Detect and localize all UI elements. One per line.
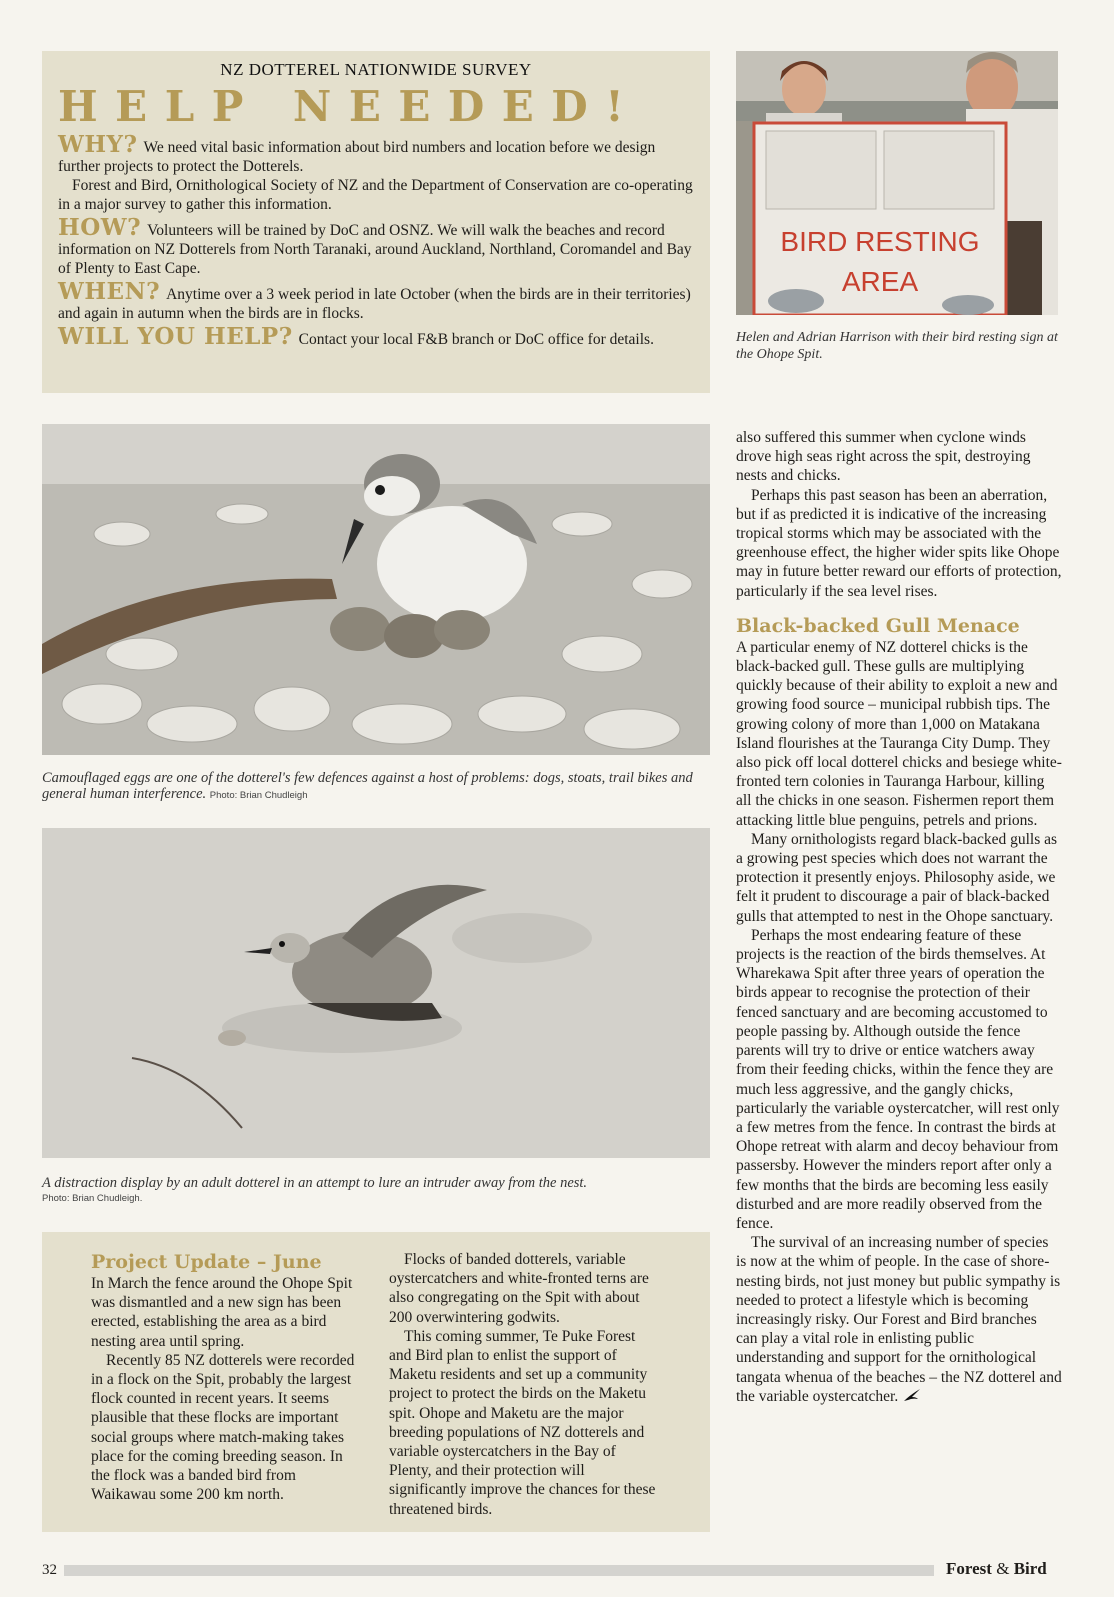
gull-heading: Black-backed Gull Menace [736,614,1020,637]
sign-line-2: AREA [841,266,919,297]
why-label: WHY? [58,131,138,158]
update-paragraph-3: Flocks of banded dotterels, variable oystercatchers and white-fronted terns are also congregating on the Spit with about 200 overwintering godwits. [389,1251,649,1326]
when-text: Anytime over a 3 week period in late October (when the birds are in their territories) and again in autumn when the birds are in flocks. [58,286,691,322]
sign-line-1: BIRD RESTING [780,226,980,257]
update-paragraph-2: Recently 85 NZ dotterels were recorded in a flock on the Spit, probably the largest flock counted in recent years. It seems plausible that these flocks are important social groups where match-making takes place for the coming breeding season. In the flock was a banded bird from Waikawau some 200 km north. [91,1351,355,1504]
article-paragraph-2: Perhaps this past season has been an aberration, but if as predicted it is indicative of the increasing tropical storms which may be associated with the greenhouse effect, the higher wider spits like Ohope may in future better reward our efforts of protection, particularly if the sea level rises. [736,486,1062,600]
article-paragraph-5: Perhaps the most endearing feature of these projects is the reaction of the birds themselves. At Wharekawa Spit after three years of operation the birds appear to recognise the protection of their fenced sanctuary and are becoming accustomed to people passing by. Although outside the fence parents will try to drive or entice watchers away from their feeding chicks, within the fence they are much less aggressive, and the gangly chicks, particularly the variable oystercatcher, will rest only a few metres from the fence. In contrast the birds at Ohope retreat with alarm and decoy behaviour from passersby. However the minders report after only a few months that the birds are becoming less easily disturbed and are more readily observed from the fence. [736,926,1060,1232]
display-caption-text: A distraction display by an adult dotterel in an attempt to lure an intruder away from the nest. [42,1175,588,1191]
help-label: WILL YOU HELP? [58,323,293,350]
article-column [736,428,1062,1406]
eggs-caption-text: Camouflaged eggs are one of the dotterel's few defences against a host of problems: dogs, stoats, trail bikes and general human interference. [42,770,693,802]
footer-brand [946,1559,1047,1579]
how-label: HOW? [58,214,142,241]
display-caption [42,1175,722,1207]
article-paragraph-3: A particular enemy of NZ dotterel chicks is the black-backed gull. These gulls are multiplying quickly because of their ability to exploit a new and growing food source – municipal rubbish tips. The growing colony of more than 1,000 on Matakana Island flourishes at the Tauranga City Dump. They also pick off local dotterel chicks and besiege white-fronted tern colonies in Tauranga Harbour, killing all the chicks in one season. Fishermen report them attacking little blue penguins, petrels and prions. [736,638,1062,829]
display-photo-image [42,828,710,1158]
eggs-photo-credit: Photo: Brian Chudleigh [209,790,308,801]
article-paragraph-4: Many ornithologists regard black-backed gulls as a growing pest species which does not warrant the protection it presently enjoys. Philosophy aside, we felt it prudent to discourage a pair of black-backed gulls that attempted to nest in the Ohope sanctuary. [736,830,1058,925]
eggs-photo-image [42,424,710,755]
survey-when [58,278,694,323]
brand-bird: Bird [1013,1559,1047,1578]
display-photo [42,828,710,1158]
when-label: WHEN? [58,278,161,305]
page-number: 32 [42,1562,57,1578]
footer-rule [64,1565,934,1576]
brand-ampersand: & [996,1559,1010,1578]
article-paragraph-1: also suffered this summer when cyclone winds drove high seas right across the spit, destroying nests and chicks. [736,429,1031,485]
how-text: Volunteers will be trained by DoC and OSNZ. We will walk the beaches and record information on NZ Dotterels from North Taranaki, around Auckland, Northland, Coromandel and Bay of Plenty to East Cape. [58,222,692,277]
brand-forest: Forest [946,1559,992,1578]
update-paragraph-1: In March the fence around the Ohope Spit was dismantled and a new sign has been erected, establishing the area as a bird nesting area until spring. [91,1275,353,1350]
survey-help [58,323,694,350]
eggs-photo [42,424,710,755]
update-column-1 [91,1250,363,1504]
eggs-caption [42,770,722,804]
update-column-2 [389,1250,661,1519]
update-paragraph-4: This coming summer, Te Puke Forest and Bird plan to enlist the support of Maketu residents and set up a community project to protect the birds on the Maketu spit. Ohope and Maketu are the major breeding populations of NZ dotterels and variable oystercatchers in the Bay of Plenty, and their protection will significantly improve the chances for these threatened birds. [389,1327,656,1518]
harrison-caption: Helen and Adrian Harrison with their bird resting sign at the Ohope Spit. [736,330,1058,362]
article-paragraph-6 [736,1233,1062,1406]
help-text: Contact your local F&B branch or DoC office for details. [298,331,654,348]
survey-title: NZ DOTTEREL NATIONWIDE SURVEY [220,60,532,79]
display-photo-credit: Photo: Brian Chudleigh. [42,1193,143,1204]
harrison-photo [736,51,1058,315]
survey-how [58,214,694,278]
survey-why [58,131,694,214]
survey-headline: HELP NEEDED! [58,82,642,131]
why-text: We need vital basic information about bird numbers and location before we design further projects to protect the Dotterels. [58,139,656,175]
why-text-2: Forest and Bird, Ornithological Society of NZ and the Department of Conservation are co-operating in a major survey to gather this information. [58,177,693,213]
project-update-box [42,1232,710,1532]
update-heading: Project Update – June [91,1251,322,1273]
article-paragraph-6-text: The survival of an increasing number of species is now at the whim of people. In the case of shore-nesting birds, not just money but public sympathy is needed to protect a lifestyle which is becoming increasingly risky. Our Forest and Bird branches can play a vital role in enlisting public understanding and support for the ornithological tangata whenua of the beaches – the NZ dotterel and the variable oystercatcher. [736,1234,1062,1405]
bird-end-mark-icon [902,1387,922,1403]
harrison-photo-image [736,51,1058,315]
survey-box [42,51,710,393]
